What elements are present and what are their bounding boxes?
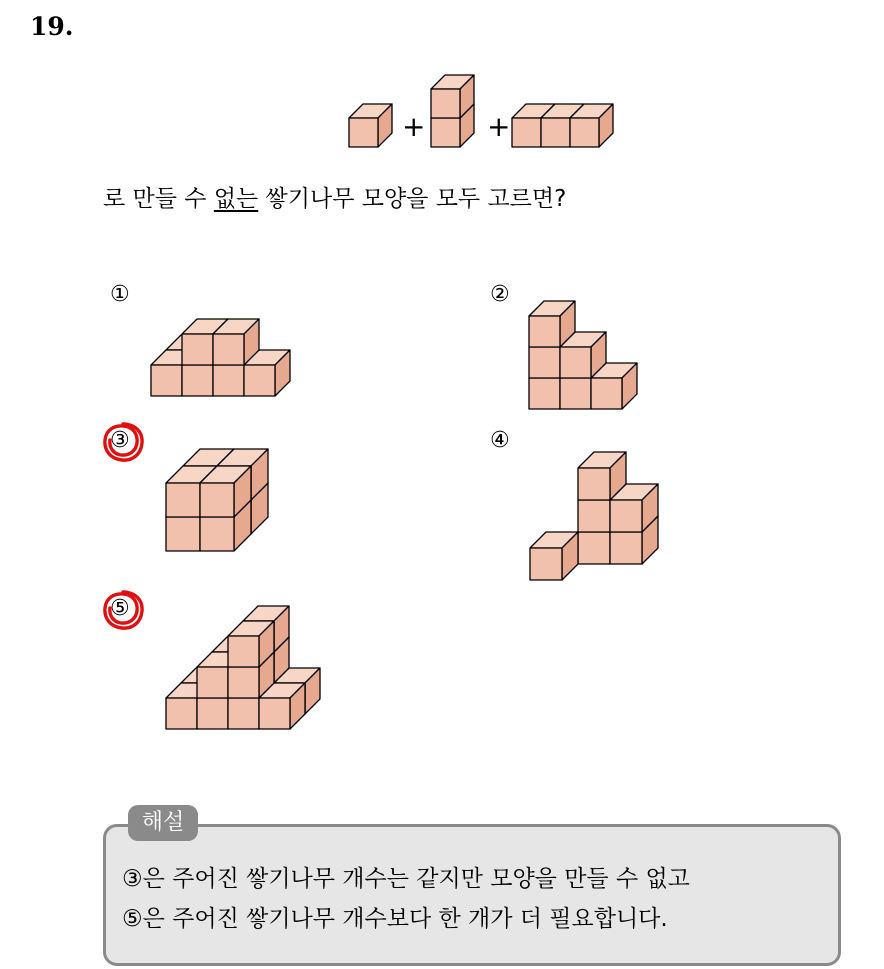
choice-label-4: ④ [490, 428, 510, 453]
choice-label-5: ⑤ [110, 596, 130, 621]
choice-label-2: ② [490, 282, 510, 307]
explanation-box [103, 824, 841, 966]
choice-label-3: ③ [110, 428, 130, 453]
explanation-line-1: ③은 주어진 쌓기나무 개수는 같지만 모양을 만들 수 없고 [122, 866, 690, 892]
question-number: 19. [30, 12, 74, 41]
explanation-line-2: ⑤은 주어진 쌓기나무 개수보다 한 개가 더 필요합니다. [122, 906, 668, 932]
question-text-underlined: 없는 [213, 186, 259, 212]
explanation-tag: 해설 [128, 805, 198, 841]
plus-sign-2: + [487, 110, 511, 143]
question-text-after: 쌓기나무 모양을 모두 고르면? [258, 186, 567, 212]
plus-sign-1: + [402, 110, 426, 143]
choice-label-1: ① [110, 282, 130, 307]
question-text-before: 로 만들 수 [103, 186, 214, 212]
